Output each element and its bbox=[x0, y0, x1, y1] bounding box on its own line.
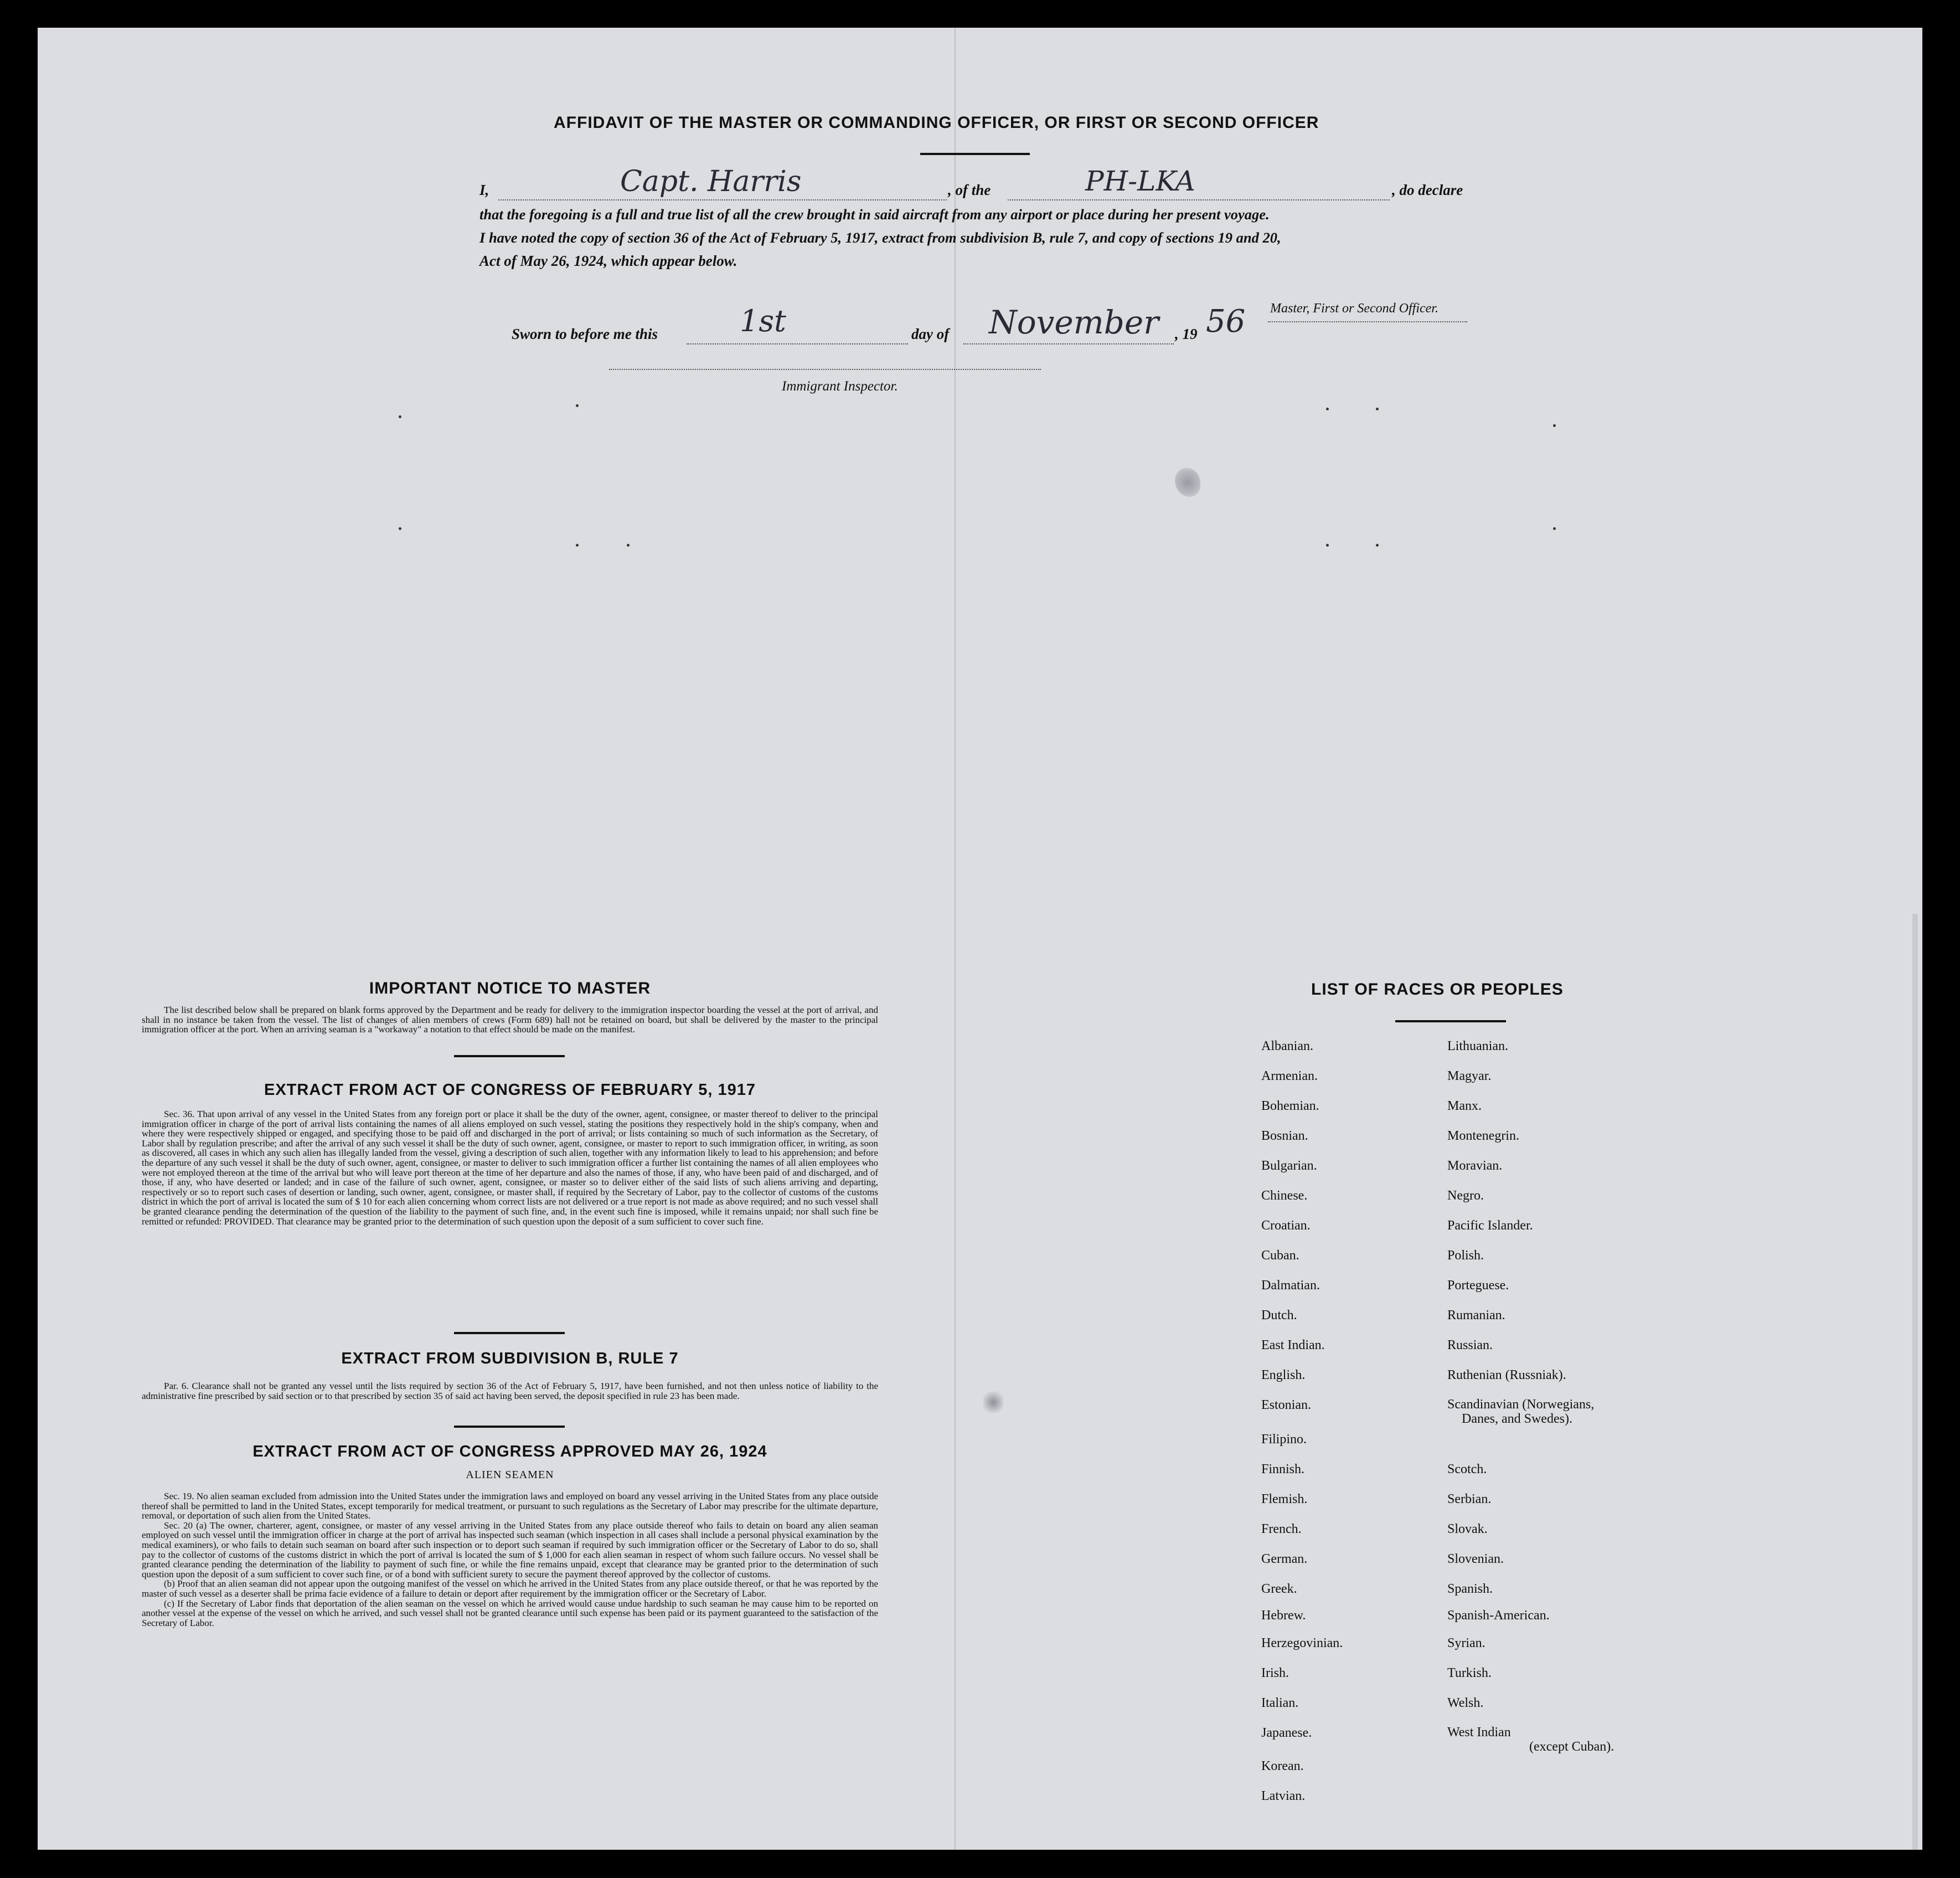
day-line bbox=[687, 343, 908, 344]
divider bbox=[454, 1332, 565, 1334]
race-item: Polish. bbox=[1447, 1248, 1484, 1263]
speck bbox=[399, 415, 401, 418]
race-item: Latvian. bbox=[1261, 1789, 1306, 1803]
affidavit-declare-label: , do declare bbox=[1392, 182, 1463, 198]
speck bbox=[576, 544, 579, 547]
sec-36-paragraph: Sec. 36. That upon arrival of any vessel in the United States from any foreign port or place it shall be the duty of the owner, agent, consignee, or master thereof to deliver to the principal immigration officer in charge of the port of arrival lists containing the names of all aliens employed on such vessel, stating the positions they respectively hold in the ship's company, when and where they were respectively shipped or engaged, and specifying those to be paid off and discharged in the port of arrival; or lists containing so much of such information as the Secretary, of Labor shall by regulation prescribe; and after the arrival of any such vessel it shall be the duty of such owner, agent, consignee, or master to report to such immigration officer, in writing, as soon as discovered, all cases in which any such alien has illegally landed from the vessel, giving a description of such alien, together with any information likely to lead to his apprehension; and before the departure of any such vessel it shall be the duty of such owner, agent, consignee, or master to deliver to such immigration officer a further list containing the names of all alien employees who were not employed thereon at the time of the arrival but who will leave port thereon at the time of her departure and also the names of those, if any, who have been paid of and discharged, and of those, if any, who have deserted or landed; and in case of the failure of such owner, agent, consignee, or master so to deliver either of the said lists of such aliens arriving and departing, respectively or so to report such cases of desertion or landing, such owner, agent, consignee, or master shall, if required by the Secretary of Labor, pay to the collector of customs of the customs district in which the port of arrival is located the sum of $ 10 for each alien concerning whom correct lists are not delivered or a true report is not made as above required; and no such vessel shall be granted clearance pending the determination of the question of the liability to the payment of such fine, and, in the event such fine is imposed, while it remains unpaid; nor shall such fine be remitted or refunded: PROVIDED. That clearance may be granted prior to the determination of such question upon the deposit of a sum sufficient to cover such fine. bbox=[142, 1109, 878, 1227]
aircraft-line bbox=[1008, 199, 1390, 200]
speck bbox=[1553, 527, 1556, 530]
race-item: Slovak. bbox=[1447, 1522, 1488, 1536]
race-item: Japanese. bbox=[1261, 1726, 1312, 1740]
race-item: Korean. bbox=[1261, 1759, 1304, 1773]
subdivision-b-text bbox=[142, 1381, 878, 1401]
speck bbox=[627, 544, 630, 547]
handwritten-year: 56 bbox=[1206, 303, 1246, 339]
race-item: Lithuanian. bbox=[1447, 1039, 1508, 1053]
handwritten-aircraft: PH-LKA bbox=[1085, 165, 1195, 197]
race-item: Albanian. bbox=[1261, 1039, 1313, 1053]
affidavit-line-4: Act of May 26, 1924, which appear below. bbox=[479, 253, 737, 269]
affidavit-line-3: I have noted the copy of section 36 of the Act of February 5, 1917, extract from subdivision B, rule 7, and copy of sections 19 and 20, bbox=[479, 229, 1281, 246]
race-item: German. bbox=[1261, 1552, 1308, 1566]
extract-1924-title: EXTRACT FROM ACT OF CONGRESS APPROVED MAY 26, 1924 bbox=[252, 1443, 767, 1460]
affidavit-i-label: I, bbox=[479, 182, 489, 198]
day-of-label: day of bbox=[911, 326, 950, 342]
handwritten-day: 1st bbox=[740, 303, 786, 338]
race-item: Herzegovinian. bbox=[1261, 1636, 1343, 1650]
page-edge bbox=[1912, 914, 1918, 1850]
extract-1924-text bbox=[142, 1491, 878, 1628]
race-item: Bulgarian. bbox=[1261, 1159, 1317, 1173]
race-item: West Indian bbox=[1447, 1725, 1511, 1740]
affidavit-of-the-label: , of the bbox=[948, 182, 991, 198]
sec-20c-paragraph: (c) If the Secretary of Labor finds that deportation of the alien seaman on the vessel on which he arrived would cause undue hardship to such seaman he may cause him to be reported on another vessel at the expense of the vessel on which he arrived, and such vessel shall not be granted clearance until such expense has been paid or its payment guaranteed to the satisfaction of the Secretary of Labor. bbox=[142, 1598, 878, 1628]
race-item: Manx. bbox=[1447, 1099, 1482, 1113]
race-item: Moravian. bbox=[1447, 1159, 1503, 1173]
race-item: Magyar. bbox=[1447, 1069, 1492, 1083]
race-item: French. bbox=[1261, 1522, 1302, 1536]
sec-20a-paragraph: Sec. 20 (a) The owner, charterer, agent, consignee, or master of any vessel arriving in the United States from any place outside thereof who fails to detain on board any alien seaman employed on such vessel until the immigration officer in charge at the port of arrival has inspected such seaman (which inspection in all cases shall include a personal physical examination by the medical examiners), or who fails to detain such seaman on board after such inspection or to deport such seaman if required by such immigration officer or the Secretary of Labor to do so, shall pay to the collector of customs of the customs district in which the port of arrival is located the sum of $ 1,000 for each alien seaman in respect of whom such failure occurs. No vessel shall be granted clearance pending the determination of the liability to payment of such fine, or while the fine remains unpaid, except that clearance may be granted prior to the determination of such question upon the deposit of a sum sufficient to cover such fine, or of a bond with sufficient surety to secure the payment thereof approved by the collector of customs. bbox=[142, 1520, 878, 1579]
race-item: Montenegrin. bbox=[1447, 1129, 1519, 1143]
extract-1917-text bbox=[142, 1109, 878, 1226]
speck bbox=[1326, 408, 1329, 410]
affidavit-line-2: that the foregoing is a full and true list of all the crew brought in said aircraft from any airport or place during her present voyage. bbox=[479, 206, 1270, 223]
speck bbox=[1553, 424, 1556, 427]
master-label: Master, First or Second Officer. bbox=[1270, 301, 1438, 316]
race-item-continued: (except Cuban). bbox=[1529, 1740, 1615, 1754]
par-6-paragraph: Par. 6. Clearance shall not be granted any vessel until the lists required by section 36 of the Act of February 5, 1917, have been furnished, and not then unless notice of liability to the administrative fine prescribed by said section or to that prescribed by section 35 of said act having been served, the deposit specified in rule 23 has been made. bbox=[142, 1381, 878, 1401]
race-item: Syrian. bbox=[1447, 1636, 1486, 1650]
races-title: LIST OF RACES OR PEOPLES bbox=[1311, 980, 1564, 999]
race-item: Dalmatian. bbox=[1261, 1278, 1320, 1293]
race-item: Bosnian. bbox=[1261, 1129, 1308, 1143]
race-item: Scandinavian (Norwegians, bbox=[1447, 1397, 1595, 1412]
race-item: Rumanian. bbox=[1447, 1308, 1505, 1323]
race-item: Turkish. bbox=[1447, 1666, 1492, 1680]
divider bbox=[454, 1055, 565, 1057]
speck bbox=[399, 527, 401, 530]
race-item: Serbian. bbox=[1447, 1492, 1492, 1506]
race-item-continued: Danes, and Swedes). bbox=[1462, 1412, 1572, 1426]
name-line bbox=[498, 199, 947, 200]
race-item: Flemish. bbox=[1261, 1492, 1308, 1506]
year-prefix: , 19 bbox=[1175, 326, 1198, 342]
race-item: East Indian. bbox=[1261, 1338, 1325, 1352]
stain bbox=[983, 1391, 1003, 1413]
notice-text bbox=[142, 1005, 878, 1035]
sec-19-paragraph: Sec. 19. No alien seaman excluded from admission into the United States under the immigration laws and employed on board any vessel arriving in the United States from any place outside thereof shall be permitted to land in the United States, except temporarily for medical treatment, or pursuant to such regulations as the Secretary of Labor may prescribe for the ultimate departure, removal, or deportation of such alien from the United States. bbox=[142, 1491, 878, 1521]
race-item: Italian. bbox=[1261, 1696, 1299, 1710]
master-signature-line bbox=[1268, 321, 1467, 322]
month-line bbox=[963, 343, 1174, 344]
race-item: Estonian. bbox=[1261, 1398, 1311, 1412]
speck bbox=[576, 404, 579, 407]
race-item: Russian. bbox=[1447, 1338, 1493, 1352]
alien-seamen-subtitle: ALIEN SEAMEN bbox=[466, 1469, 554, 1481]
race-item: Negro. bbox=[1447, 1188, 1484, 1203]
speck bbox=[1376, 544, 1379, 547]
fold-crease bbox=[955, 28, 956, 1850]
race-item: Ruthenian (Russniak). bbox=[1447, 1368, 1566, 1382]
notice-title: IMPORTANT NOTICE TO MASTER bbox=[369, 979, 651, 997]
race-item: Finnish. bbox=[1261, 1462, 1305, 1476]
race-item: Filipino. bbox=[1261, 1432, 1307, 1447]
race-item: Chinese. bbox=[1261, 1188, 1308, 1203]
race-item: Spanish. bbox=[1447, 1582, 1493, 1596]
inspector-signature-line bbox=[609, 369, 1041, 370]
title-underline bbox=[920, 153, 1030, 155]
race-item: English. bbox=[1261, 1368, 1306, 1382]
race-item: Scotch. bbox=[1447, 1462, 1487, 1476]
handwritten-month: November bbox=[989, 303, 1159, 341]
race-item: Croatian. bbox=[1261, 1218, 1311, 1233]
extract-1917-title: EXTRACT FROM ACT OF CONGRESS OF FEBRUARY 5, 1917 bbox=[264, 1081, 756, 1099]
speck bbox=[1376, 408, 1379, 410]
race-item: Spanish-American. bbox=[1447, 1608, 1550, 1623]
race-item: Greek. bbox=[1261, 1582, 1297, 1596]
race-item: Dutch. bbox=[1261, 1308, 1297, 1323]
affidavit-title: AFFIDAVIT OF THE MASTER OR COMMANDING OFFICER, OR FIRST OR SECOND OFFICER bbox=[554, 114, 1319, 132]
race-item: Cuban. bbox=[1261, 1248, 1299, 1263]
race-item: Bohemian. bbox=[1261, 1099, 1319, 1113]
divider bbox=[454, 1426, 565, 1428]
race-item: Hebrew. bbox=[1261, 1608, 1306, 1623]
race-item: Porteguese. bbox=[1447, 1278, 1509, 1293]
notice-paragraph: The list described below shall be prepared on blank forms approved by the Department and be ready for delivery to the immigration inspector boarding the vessel at the port of arrival, and shall in no instance be taken from the vessel. The list of changes of alien members of crews (Form 689) hall not be retained on board, but shall be delivered by the master to the principal immigration officer at the port. When an arriving seaman is a "workaway" a notation to that effect should be made on the manifest. bbox=[142, 1005, 878, 1035]
sec-20b-paragraph: (b) Proof that an alien seaman did not appear upon the outgoing manifest of the vessel on which he arrived in the United States from any place outside thereof, or that he was reported by the master of such vessel as a deserter shall be prima facie evidence of a failure to detain or deport after requirement by the immigration officer or the Secretary of Labor. bbox=[142, 1578, 878, 1599]
inspector-label: Immigrant Inspector. bbox=[782, 379, 898, 394]
race-item: Irish. bbox=[1261, 1666, 1289, 1680]
races-title-underline bbox=[1395, 1020, 1506, 1022]
race-item: Welsh. bbox=[1447, 1696, 1484, 1710]
speck bbox=[1326, 544, 1329, 547]
sworn-label: Sworn to before me this bbox=[512, 326, 658, 342]
handwritten-name: Capt. Harris bbox=[620, 165, 802, 198]
race-item: Armenian. bbox=[1261, 1069, 1318, 1083]
subdivision-b-title: EXTRACT FROM SUBDIVISION B, RULE 7 bbox=[341, 1350, 679, 1367]
race-item: Slovenian. bbox=[1447, 1552, 1504, 1566]
race-item: Pacific Islander. bbox=[1447, 1218, 1533, 1233]
